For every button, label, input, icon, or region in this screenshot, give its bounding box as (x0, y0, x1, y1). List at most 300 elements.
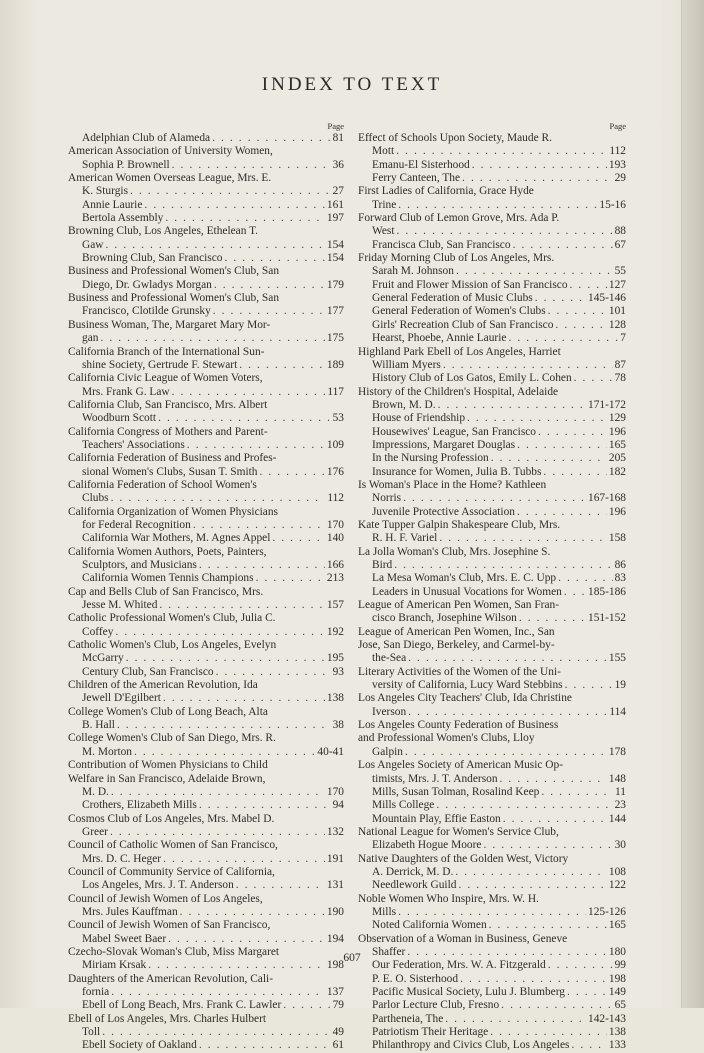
index-entry-page: 99 (614, 959, 626, 972)
index-entry-text: Miriam Krsak (82, 959, 147, 972)
index-entry-page: 198 (326, 959, 344, 972)
index-entry-text: Mabel Sweet Baer (82, 932, 167, 945)
dot-leader (117, 719, 331, 732)
index-entry (68, 479, 344, 506)
index-entry-text: Leaders in Unusual Vocations for Women (372, 585, 562, 598)
index-entry-page: 36 (332, 158, 344, 171)
index-entry-text: Coffey (82, 625, 114, 638)
index-entry-page: 112 (327, 492, 344, 505)
index-entry (68, 372, 344, 399)
dot-leader (110, 826, 325, 839)
index-entry-page: 127 (608, 278, 626, 291)
dot-leader (159, 599, 325, 612)
dot-leader (111, 986, 325, 999)
index-entry-page: 38 (332, 719, 344, 732)
index-entry-page: 65 (614, 999, 626, 1012)
column-header-page: Page (609, 121, 626, 131)
index-entry-page: 165 (608, 438, 626, 451)
index-entry-text: Girls' Recreation Club of San Francisco (372, 318, 554, 331)
dot-leader (272, 532, 325, 545)
index-entry (68, 612, 344, 639)
index-entry-text: Czecho-Slovak Woman's Club, Miss Margaret (68, 945, 280, 958)
index-entry-text: Annie Laurie (82, 198, 143, 211)
index-entry-text: Mills (372, 905, 397, 918)
index-entry-text: Woodburn Scott (82, 412, 157, 425)
index-entry-text: Is Woman's Place in the Home? Kathleen (358, 478, 547, 491)
index-entry-text: Browning Club, Los Angeles, Ethelean T. (68, 225, 259, 238)
index-entry (358, 692, 626, 719)
index-entry-text: History Club of Los Gatos, Emily L. Cohen (372, 372, 572, 385)
index-entry-text: Business and Professional Women's Club, San (68, 265, 280, 278)
page-title: INDEX TO TEXT (261, 74, 443, 95)
dot-leader (199, 799, 331, 812)
index-entry-text: M. D. (82, 785, 109, 798)
index-entry (358, 159, 626, 172)
index-entry-page: 171-172 (588, 398, 626, 411)
index-entry-page: 53 (332, 412, 344, 425)
dot-leader (555, 319, 606, 332)
index-entry-text: Literary Activities of the Women of the Uni- (358, 665, 561, 678)
index-entry-page: 140 (326, 532, 344, 545)
index-entry (358, 1039, 626, 1052)
index-entry-text: Native Daughters of the Golden West, Victory (358, 852, 569, 865)
index-entry-text: Brown, M. D. (372, 398, 436, 411)
dot-leader (213, 305, 325, 318)
dot-leader (408, 652, 607, 665)
index-entry (358, 586, 626, 599)
index-entry-page: 165 (608, 919, 626, 932)
index-entry-text: Ebell of Long Beach, Mrs. Frank C. Lawler (82, 999, 282, 1012)
dot-leader (438, 399, 586, 412)
index-entry-page: 112 (609, 145, 626, 158)
dot-leader (571, 1039, 606, 1052)
index-entry-text: California Congress of Mothers and Parent- (68, 425, 268, 438)
dot-leader (111, 492, 326, 505)
index-entry-page: 30 (614, 839, 626, 852)
index-entry (68, 252, 344, 265)
index-entry (68, 839, 344, 866)
index-entry-text: Trine (372, 198, 397, 211)
index-entry-text: Welfare in San Francisco, Adelaide Brown, (68, 772, 266, 785)
index-entry-text: Mrs. Jules Kauffman (82, 905, 178, 918)
index-entry-text: League of American Pen Women, Inc., San (358, 625, 555, 638)
index-entry-text: Forward Club of Lemon Grove, Mrs. Ada P. (358, 212, 560, 225)
index-entry-text: California Federation of School Women's (68, 478, 257, 491)
index-entry-text: Greer (82, 825, 108, 838)
index-entry-text: timists, Mrs. J. T. Anderson (372, 772, 498, 785)
dot-leader (394, 559, 612, 572)
index-entry-text: Los Angeles, Mrs. J. T. Anderson (82, 879, 234, 892)
index-entry-page: 185-186 (588, 585, 626, 598)
index-entry-text: A. Derrick, M. D. (372, 865, 454, 878)
index-entry (68, 172, 344, 199)
index-entry-page: 133 (608, 1039, 626, 1052)
dot-leader (472, 159, 607, 172)
index-entry-text: Jose, San Diego, Berkeley, and Carmel-by- (358, 639, 555, 652)
index-entry-text: Emanu-El Sisterhood (372, 158, 470, 171)
index-entry-text: Fruit and Flower Mission of San Francisco (372, 278, 568, 291)
index-entry-page: 192 (326, 625, 344, 638)
index-entry-text: Effect of Schools Upon Society, Maude R. (358, 132, 552, 144)
dot-leader (224, 252, 324, 265)
index-entry (358, 813, 626, 826)
index-entry-page: 177 (326, 305, 344, 318)
index-entry-text: Crothers, Elizabeth Mills (82, 799, 197, 812)
index-entry-page: 132 (326, 825, 344, 838)
index-entry-text: gan (82, 332, 99, 345)
index-entry (68, 506, 344, 533)
index-entry (358, 412, 626, 425)
index-entry-text: College Women's Club of San Diego, Mrs. R. (68, 732, 276, 745)
index-entry-page: 19 (614, 679, 626, 692)
index-entry-text: for Federal Recognition (82, 518, 191, 531)
index-entry (358, 826, 626, 853)
index-entry-text: Adelphian Club of Alameda (82, 132, 211, 144)
index-entry-page: 101 (608, 305, 626, 318)
dot-leader (455, 866, 607, 879)
index-entry-text: Bertola Assembly (82, 212, 164, 225)
dot-leader (100, 332, 324, 345)
dot-leader (216, 666, 331, 679)
index-entry (68, 346, 344, 373)
index-entry (358, 626, 626, 666)
index-entry (68, 799, 344, 812)
index-entry (358, 719, 626, 759)
index-entry-text: Highland Park Ebell of Los Angeles, Harriet (358, 345, 561, 358)
index-entry-page: 109 (326, 438, 344, 451)
index-entry-text: Gaw (82, 238, 104, 251)
index-entry-page: 198 (608, 972, 626, 985)
index-entry-text: In the Nursing Profession (372, 452, 489, 465)
index-entry-text: Insurance for Women, Julia B. Tubbs (372, 465, 542, 478)
dot-leader (558, 572, 612, 585)
index-entry-page: 88 (614, 225, 626, 238)
index-entry-page: 67 (614, 238, 626, 251)
index-entry (358, 279, 626, 292)
index-entry-page: 108 (608, 865, 626, 878)
index-entry (358, 132, 626, 159)
index-entry-page: 142-143 (588, 1012, 626, 1025)
index-entry-text: California Branch of the International Sun- (68, 345, 265, 358)
index-entry (68, 132, 344, 145)
index-entry-text: Browning Club, San Francisco (82, 252, 223, 265)
index-entry-page: 154 (326, 238, 344, 251)
index-entry-text: American Women Overseas League, Mrs. E. (68, 172, 272, 185)
dot-leader (408, 706, 607, 719)
index-entry-text: Friday Morning Club of Los Angeles, Mrs. (358, 252, 555, 265)
index-entry (68, 452, 344, 479)
dot-leader (212, 132, 330, 145)
index-entry-text: Sculptors, and Musicians (82, 559, 197, 571)
index-entry-text: Cap and Bells Club of San Francisco, Mrs. (68, 585, 264, 598)
index-entry-text: La Mesa Woman's Club, Mrs. E. C. Upp (372, 572, 557, 585)
index-entry-page: 93 (332, 665, 344, 678)
index-entry-page: 170 (326, 518, 344, 531)
index-entry-text: Council of Community Service of California, (68, 865, 275, 878)
dot-leader (130, 185, 331, 198)
dot-leader (163, 853, 325, 866)
index-entry-text: Ebell of Los Angeles, Mrs. Charles Hulbert (68, 1012, 267, 1025)
index-entry-text: First Ladies of California, Grace Hyde (358, 185, 534, 198)
index-entry-text: Catholic Professional Women's Club, Julia C. (68, 612, 276, 625)
index-entry-text: and Professional Women's Clubs, Lloy (358, 732, 535, 745)
index-entry-text: Mountain Play, Effie Easton (372, 812, 501, 825)
page-gutter (681, 0, 704, 1008)
index-entry-text: Children of the American Revolution, Ida (68, 679, 258, 692)
index-entry-page: 129 (608, 412, 626, 425)
index-entry-text: Ferry Canteen, The (372, 172, 461, 185)
index-entry-text: fornia (82, 986, 110, 998)
index-entry-text: California Women Tennis Champions (82, 572, 254, 585)
index-entry-page: 138 (608, 1026, 626, 1039)
index-entry (358, 999, 626, 1012)
dot-leader (439, 532, 607, 545)
index-entry-page: 161 (326, 198, 344, 211)
dot-leader (163, 692, 325, 705)
index-entry-text: Hearst, Phoebe, Annie Laurie (372, 332, 507, 345)
dot-leader (574, 372, 613, 385)
dot-leader (490, 1026, 607, 1039)
dot-leader (180, 906, 325, 919)
index-entry (358, 172, 626, 185)
index-entry-text: California Club, San Francisco, Mrs. Albert (68, 398, 268, 411)
index-entry-text: Business Woman, The, Margaret Mary Mor- (68, 318, 271, 331)
index-entry (68, 666, 344, 679)
index-entry-text: Needlework Guild (372, 879, 457, 892)
index-entry (68, 532, 344, 545)
index-entry (68, 426, 344, 453)
index-entry (68, 145, 344, 172)
index-entry-page: 205 (608, 452, 626, 465)
index-entry-text: American Association of University Women, (68, 145, 273, 158)
index-entry-page: 176 (326, 465, 344, 478)
index-entry-text: College Women's Club of Long Beach, Alta (68, 705, 268, 718)
index-entries-right (358, 132, 626, 1053)
index-entry-text: Kate Tupper Galpin Shakespeare Club, Mrs. (358, 518, 561, 531)
index-entry-page: 175 (326, 332, 344, 345)
dot-leader (398, 906, 586, 919)
index-entry-page: 190 (326, 905, 344, 918)
index-entry (358, 879, 626, 892)
index-entry-page: 7 (620, 332, 626, 345)
index-entry-page: 197 (326, 212, 344, 225)
index-entry-page: 78 (614, 372, 626, 385)
index-entry-text: West (372, 225, 395, 238)
index-entry (68, 292, 344, 319)
dot-leader (567, 986, 607, 999)
dot-leader (570, 279, 607, 292)
index-entry (68, 399, 344, 426)
index-entry-text: Francisca Club, San Francisco (372, 238, 511, 251)
index-entry (68, 866, 344, 893)
index-entry-text: League of American Pen Women, San Fran- (358, 599, 559, 612)
index-entry (358, 466, 626, 479)
index-entry (358, 252, 626, 279)
index-entry-text: Mott (372, 145, 395, 158)
dot-leader (483, 839, 612, 852)
dot-leader (236, 879, 325, 892)
index-entry-text: Observation of a Woman in Business, Geneve (358, 932, 568, 945)
index-entry-text: Our Federation, Mrs. W. A. Fitzgerald (372, 959, 546, 972)
index-entry-page: 154 (326, 252, 344, 265)
dot-leader (535, 292, 586, 305)
index-entry (68, 546, 344, 573)
dot-leader (462, 172, 613, 185)
index-entry (358, 185, 626, 212)
index-entry-page: 145-146 (588, 292, 626, 305)
dot-leader (172, 159, 331, 172)
dot-leader (500, 773, 607, 786)
index-entry-page: 178 (608, 745, 626, 758)
index-entry-text: Patriotism Their Heritage (372, 1026, 489, 1039)
dot-leader (548, 305, 607, 318)
dot-leader (260, 466, 325, 479)
index-entry (68, 225, 344, 252)
index-entry (358, 546, 626, 573)
index-entry-text: Council of Jewish Women of San Francisco, (68, 919, 271, 932)
index-entry-text: Sarah M. Johnson (372, 265, 454, 278)
index-entry-text: Philanthropy and Civics Club, Los Angeles (372, 1039, 570, 1052)
index-entry-text: the-Sea (372, 652, 407, 665)
index-entry-text: cisco Branch, Josephine Wilson (372, 612, 517, 625)
index-entry-page: 29 (614, 172, 626, 185)
index-entry-text: R. H. F. Variel (372, 532, 438, 545)
index-entry-page: 180 (608, 945, 626, 958)
index-entry (358, 973, 626, 986)
index-entry-page: 196 (608, 505, 626, 518)
index-entry-text: Teachers' Associations (82, 438, 185, 451)
index-entry-text: Council of Catholic Women of San Francisco, (68, 839, 278, 852)
dot-leader (396, 145, 607, 158)
index-entry-page: 83 (614, 572, 626, 585)
index-entry-page: 151-152 (588, 612, 626, 625)
index-entry-text: California Women Authors, Poets, Painters, (68, 545, 267, 558)
dot-leader (489, 919, 607, 932)
index-entry (68, 759, 344, 799)
dot-leader (436, 799, 612, 812)
index-entry-page: 15-16 (599, 198, 626, 211)
index-entry-page: 167-168 (588, 492, 626, 505)
index-entry (358, 439, 626, 452)
index-entry-text: versity of California, Lucy Ward Stebbins (372, 679, 563, 692)
index-entry-text: Norris (372, 492, 402, 505)
index-entry-text: Century Club, San Francisco (82, 665, 214, 678)
index-entry-page: 86 (614, 559, 626, 571)
dot-leader (172, 386, 326, 399)
dot-leader (187, 439, 325, 452)
index-entry-page: 155 (608, 652, 626, 665)
index-entry (68, 639, 344, 666)
index-entry-text: General Federation of Music Clubs (372, 292, 533, 305)
index-entry-text: Los Angeles Society of American Music Op- (358, 759, 563, 772)
dot-leader (405, 746, 607, 759)
index-entry (68, 212, 344, 225)
dot-leader (199, 1039, 331, 1052)
index-entry (358, 292, 626, 305)
index-entry-page: 114 (609, 705, 626, 718)
index-entry-text: Business and Professional Women's Club, San (68, 292, 280, 305)
index-entry (358, 479, 626, 506)
dot-leader (517, 439, 607, 452)
index-entry-page: 144 (608, 812, 626, 825)
dot-leader (102, 1026, 330, 1039)
index-entry-text: Mills, Susan Tolman, Rosalind Keep (372, 785, 540, 798)
dot-leader (564, 586, 586, 599)
dot-leader (517, 506, 607, 519)
index-entry-text: Clubs (82, 492, 109, 505)
index-entry-page: 138 (326, 692, 344, 705)
dot-leader (256, 572, 325, 585)
index-entry-page: 182 (608, 465, 626, 478)
dot-leader (158, 412, 331, 425)
index-entry-text: sional Women's Clubs, Susan T. Smith (82, 465, 258, 478)
index-entry (358, 346, 626, 373)
index-entry (68, 572, 344, 585)
index-entry (358, 1013, 626, 1026)
index-entry (68, 265, 344, 292)
index-entry-page: 137 (326, 986, 344, 998)
dot-leader (106, 239, 325, 252)
index-entry-page: 87 (614, 358, 626, 371)
dot-leader (467, 412, 607, 425)
index-entry (358, 519, 626, 546)
dot-leader (491, 452, 607, 465)
dot-leader (115, 626, 324, 639)
index-entry-text: Housewives' League, San Francisco (372, 425, 537, 438)
dot-leader (111, 786, 325, 799)
index-entry-text: P. E. O. Sisterhood (372, 972, 459, 985)
index-entry (358, 386, 626, 413)
dot-leader (460, 973, 607, 986)
index-entry-text: shine Society, Gertrude F. Stewart (82, 358, 238, 371)
dot-leader (168, 933, 325, 946)
index-entry-page: 157 (326, 599, 344, 612)
index-entry (68, 586, 344, 613)
index-entry-text: Cosmos Club of Los Angeles, Mrs. Mabel D. (68, 812, 275, 825)
index-entry (358, 426, 626, 439)
index-entry-text: K. Sturgis (82, 185, 128, 198)
index-entry (68, 706, 344, 733)
index-entry-page: 11 (615, 785, 626, 798)
index-entry-page: 170 (326, 785, 344, 798)
index-entry (68, 919, 344, 946)
index-entry-text: Iverson (372, 705, 407, 718)
index-entry (358, 666, 626, 693)
dot-leader (519, 612, 586, 625)
index-entries-left (68, 132, 344, 1053)
index-entry-text: Jesse M. Whited (82, 599, 158, 612)
index-entry-text: General Federation of Women's Clubs (372, 305, 546, 318)
dot-leader (501, 999, 612, 1012)
index-entry-text: National League for Women's Service Club, (358, 825, 559, 838)
index-entry (358, 305, 626, 318)
index-entry-text: California Federation of Business and Profes- (68, 452, 277, 465)
index-entry-text: Elizabeth Hogue Moore (372, 839, 482, 852)
index-entry (358, 986, 626, 999)
index-entry-text: Bird (372, 559, 393, 571)
index-entry-text: Galpin (372, 745, 404, 758)
index-entry-text: B. Hall (82, 719, 115, 732)
dot-leader (456, 265, 613, 278)
index-entry-text: La Jolla Woman's Club, Mrs. Josephine S. (358, 545, 551, 558)
index-entry (358, 332, 626, 345)
dot-leader (165, 212, 325, 225)
index-entry (358, 506, 626, 519)
index-entry (358, 599, 626, 626)
index-entry-text: Pacific Musical Society, Lulu J. Blumberg (372, 986, 565, 998)
page-number: 607 (343, 952, 361, 964)
index-entry-text: Impressions, Margaret Douglas (372, 438, 516, 451)
